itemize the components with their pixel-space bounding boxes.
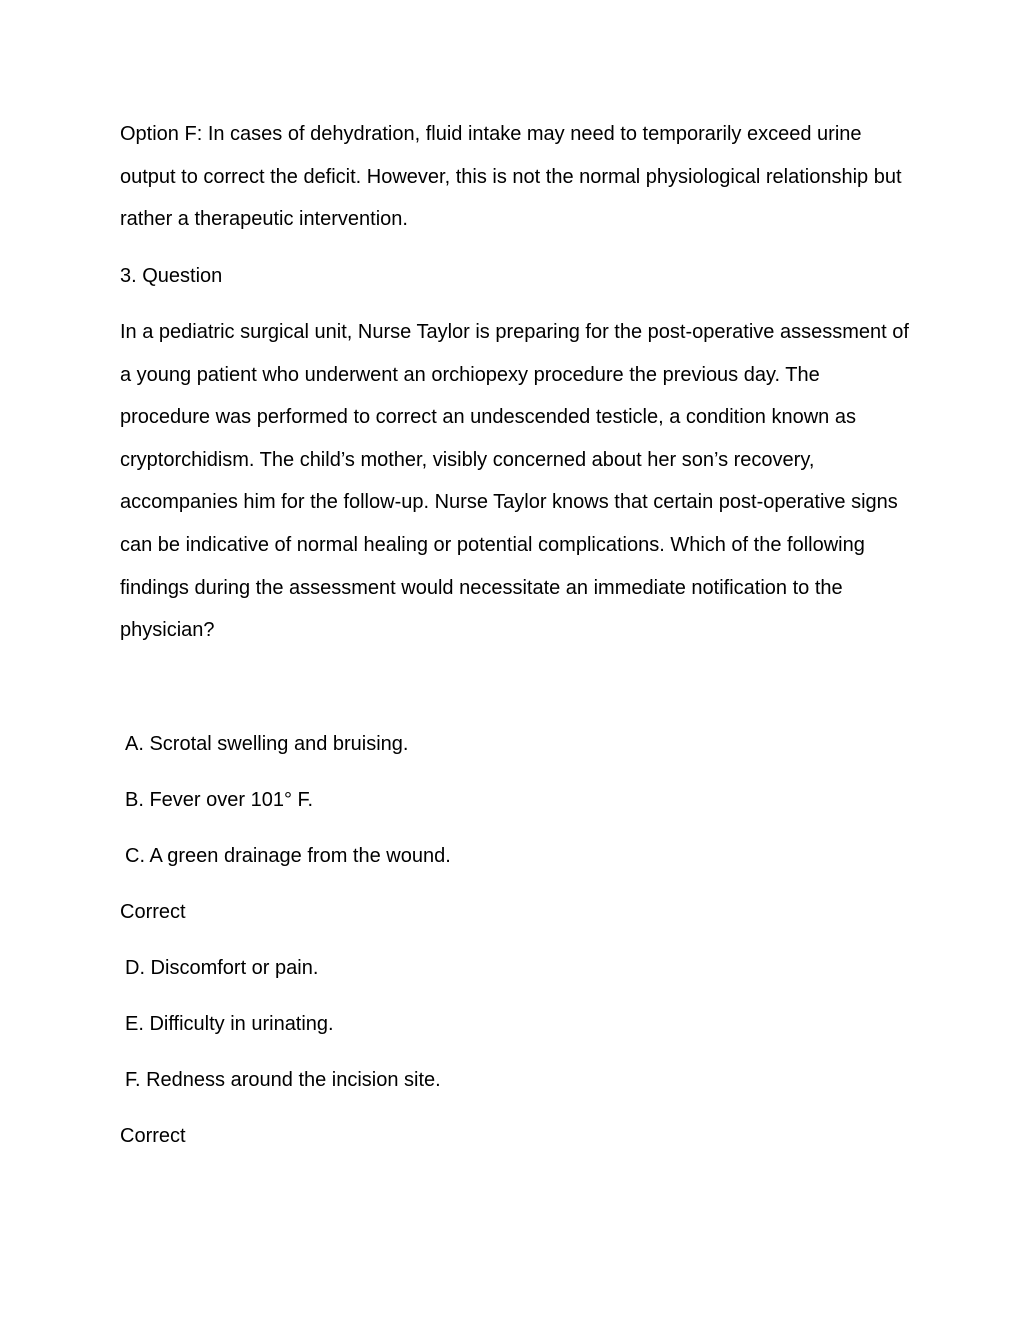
answer-option-a: A. Scrotal swelling and bruising. — [125, 733, 409, 755]
question-heading: 3. Question — [120, 265, 223, 287]
correct-label: Correct — [120, 1125, 186, 1147]
answer-option-e: E. Difficulty in urinating. — [125, 1013, 334, 1035]
correct-label: Correct — [120, 901, 186, 923]
question-text: In a pediatric surgical unit, Nurse Taylor is preparing for the post-operative assessment of a young patient who underwent an orchiopexy procedure the previous day. The procedure was performed to correct an undescended testicle, a condition known as cryptorchidism. The child’s mother, visibly concerned about her son’s recovery, accompanies him for the follow-up. Nurse Taylor knows that certain post-operative signs can be indicative of normal healing or potential complications. Which of the following findings during the assessment would necessitate an immediate notification to the physician? — [120, 321, 909, 642]
option-f-explanation: Option F: In cases of dehydration, fluid intake may need to temporarily exceed urine output to correct the deficit. However, this is not the normal physiological relationship but rather a therapeutic intervention. — [120, 123, 902, 231]
answer-option-f: F. Redness around the incision site. — [125, 1069, 441, 1091]
answer-option-d: D. Discomfort or pain. — [125, 957, 319, 979]
answer-option-c: C. A green drainage from the wound. — [125, 845, 451, 867]
answer-option-b: B. Fever over 101° F. — [125, 789, 314, 811]
